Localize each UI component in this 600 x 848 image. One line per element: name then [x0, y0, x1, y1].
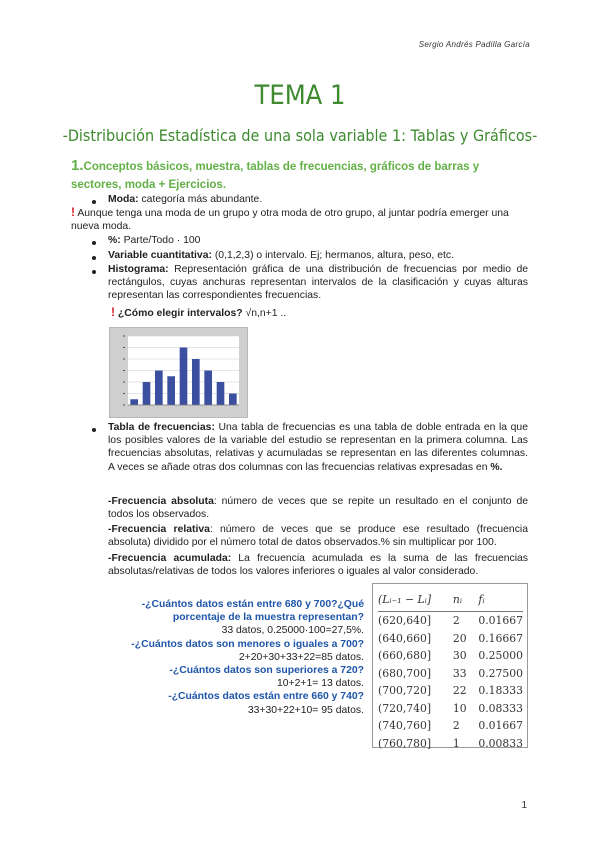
- frequency-table: [378, 587, 523, 752]
- percent-text: Parte/Todo · 100: [120, 235, 201, 246]
- histograma-item: [108, 263, 528, 303]
- intervalos-term: ¿Cómo elegir intervalos?: [117, 308, 243, 319]
- histogram-bar: [180, 348, 188, 406]
- table-cell: 2: [452, 614, 460, 628]
- table-cell: 0.01667: [478, 719, 523, 733]
- table-cell: (640,660]: [378, 631, 432, 645]
- table-cell: (740,760]: [378, 719, 432, 733]
- relativa-term: -Frecuencia relativa: [108, 524, 210, 535]
- table-cell: (720,740]: [378, 701, 432, 715]
- exclamation-icon: !: [111, 305, 115, 319]
- histogram-bar: [204, 371, 212, 406]
- table-cell: 0.00833: [478, 736, 523, 750]
- table-row: [378, 717, 523, 735]
- histogram-bar: [155, 371, 163, 406]
- relativa-item: [108, 523, 528, 549]
- percent-item: [108, 234, 528, 247]
- table-cell: 10: [452, 701, 467, 715]
- intervalos-item: [111, 306, 511, 320]
- y-tick: [123, 393, 125, 394]
- table-cell: 1: [452, 736, 460, 750]
- moda-text: categoría más abundante.: [138, 194, 263, 205]
- section-number: 1.: [71, 157, 84, 174]
- bullet-icon: [92, 200, 96, 204]
- table-row: [378, 612, 523, 630]
- page-title: TEMA 1: [254, 80, 346, 111]
- y-tick: [123, 370, 125, 371]
- question-block: [110, 598, 364, 717]
- acumulada-term: -Frecuencia acumulada:: [108, 553, 232, 564]
- question-text: -¿Cuántos datos son menores o iguales a 700?: [131, 638, 364, 650]
- answer-text: 10+2+1= 13 datos.: [277, 678, 364, 690]
- column-header: nᵢ: [453, 587, 478, 612]
- histogram-bar: [130, 399, 138, 405]
- table-cell: 33: [452, 666, 467, 680]
- answer-text: 33+30+22+10= 95 datos.: [247, 704, 364, 716]
- page-subtitle: -Distribución Estadística de una sola variable 1: Tablas y Gráficos-: [62, 126, 538, 145]
- y-tick: [123, 382, 125, 383]
- bullet-icon: [92, 270, 96, 274]
- tabla-term: Tabla de frecuencias:: [108, 422, 215, 433]
- histogram-bar: [143, 382, 151, 405]
- table-row: [378, 735, 523, 753]
- moda-term: Moda:: [108, 194, 139, 205]
- bullet-icon: [92, 241, 96, 245]
- histogram-chart: [109, 327, 248, 418]
- author-header: Sergio Andrés Padilla García: [418, 40, 530, 49]
- moda-note-text: Aunque tenga una moda de un grupo y otra moda de otro grupo, al juntar podría emerger una nueva moda.: [71, 208, 509, 233]
- table-header-row: [378, 587, 523, 612]
- histogram-bar: [192, 359, 200, 405]
- percent-term: %:: [108, 235, 121, 246]
- column-header: (Lᵢ₋₁ − Lᵢ]: [378, 587, 453, 612]
- y-tick: [123, 359, 125, 360]
- answer-text: 2+20+30+33+22=85 datos.: [238, 651, 364, 663]
- exclamation-icon: !: [71, 205, 75, 219]
- table-cell: (660,680]: [378, 649, 432, 663]
- table-cell: 2: [452, 719, 460, 733]
- table-cell: 30: [452, 649, 467, 663]
- histograma-text: Representación gráfica de una distribución de frecuencias por medio de rectángulos, cuyas anchuras representan intervalos de la clasificación y cuyas alturas representan las correspondientes frecuencias.: [108, 264, 528, 302]
- column-header: fᵢ: [478, 587, 523, 612]
- absoluta-term: -Frecuencia absoluta: [108, 496, 214, 507]
- variable-term: Variable cuantitativa:: [108, 250, 212, 261]
- table-cell: 0.08333: [478, 701, 523, 715]
- y-tick: [123, 336, 125, 337]
- table-cell: 22: [452, 684, 467, 698]
- variable-text: (0,1,2,3) o intervalo. Ej; hermanos, altura, peso, etc.: [211, 250, 454, 261]
- histogram-bar: [229, 394, 237, 406]
- histogram-svg: [110, 328, 247, 417]
- variable-item: [108, 249, 528, 262]
- table-cell: 0.01667: [478, 614, 523, 628]
- question-text: -¿Cuántos datos están entre 660 y 740?: [168, 691, 364, 703]
- section-heading-text: Conceptos básicos, muestra, tablas de frecuencias, gráficos de barras y sectores, moda + Ejercicios.: [71, 161, 480, 191]
- histogram-bar: [217, 382, 225, 405]
- absoluta-text: : número de veces que se repite un resultado en el conjunto de todos los observados.: [108, 496, 528, 521]
- page-number: 1: [521, 800, 527, 811]
- histogram-bar: [167, 376, 175, 405]
- moda-note: [71, 206, 531, 233]
- table-cell: (700,720]: [378, 684, 432, 698]
- table-row: [378, 647, 523, 665]
- moda-item: [108, 193, 528, 206]
- section-heading: [71, 157, 531, 194]
- table-row: [378, 665, 523, 683]
- relativa-text: : número de veces que se produce ese resultado (frecuencia absoluta) dividido por el número total de datos observados.% sin multiplicar por 100.: [108, 524, 528, 549]
- y-tick: [123, 405, 125, 406]
- answer-text: 33 datos, 0.25000·100=27,5%.: [221, 625, 364, 637]
- bullet-icon: [92, 428, 96, 432]
- question-text: -¿Cuántos datos están entre 680 y 700?¿Qué porcentaje de la muestra representan?: [141, 599, 364, 624]
- question-text: -¿Cuántos datos son superiores a 720?: [169, 665, 364, 677]
- table-row: [378, 700, 523, 718]
- acumulada-text: La frecuencia acumulada es la suma de las frecuencias absolutas/relativas de todos los valores inferiores o iguales al valor considerado.: [108, 553, 528, 578]
- table-cell: 0.27500: [478, 666, 523, 680]
- acumulada-item: [108, 552, 528, 578]
- bullet-icon: [92, 256, 96, 260]
- histograma-term: Histograma:: [108, 264, 169, 275]
- tabla-text: Una tabla de frecuencias es una tabla de doble entrada en la que los posibles valores de la variable del estudio se representan en la primera columna. Las frecuencias absolutas, relativas y acumuladas se representan en las diferentes columnas. A veces se añade otras dos columnas con las frecuencias relativas expresadas en: [108, 422, 528, 473]
- table-row: [378, 630, 523, 648]
- table-row: [378, 682, 523, 700]
- table-cell: (620,640]: [378, 614, 432, 628]
- y-tick: [123, 347, 125, 348]
- tabla-pct: %.: [490, 461, 503, 473]
- table-cell: 20: [452, 631, 467, 645]
- table-cell: 0.18333: [478, 684, 523, 698]
- intervalos-text: √n,n+1 ..: [242, 308, 287, 319]
- table-cell: 0.16667: [478, 631, 523, 645]
- tabla-item: [108, 421, 528, 474]
- table-cell: (680,700]: [378, 666, 432, 680]
- absoluta-item: [108, 495, 528, 521]
- table-cell: (760,780]: [378, 736, 432, 750]
- table-cell: 0.25000: [478, 649, 523, 663]
